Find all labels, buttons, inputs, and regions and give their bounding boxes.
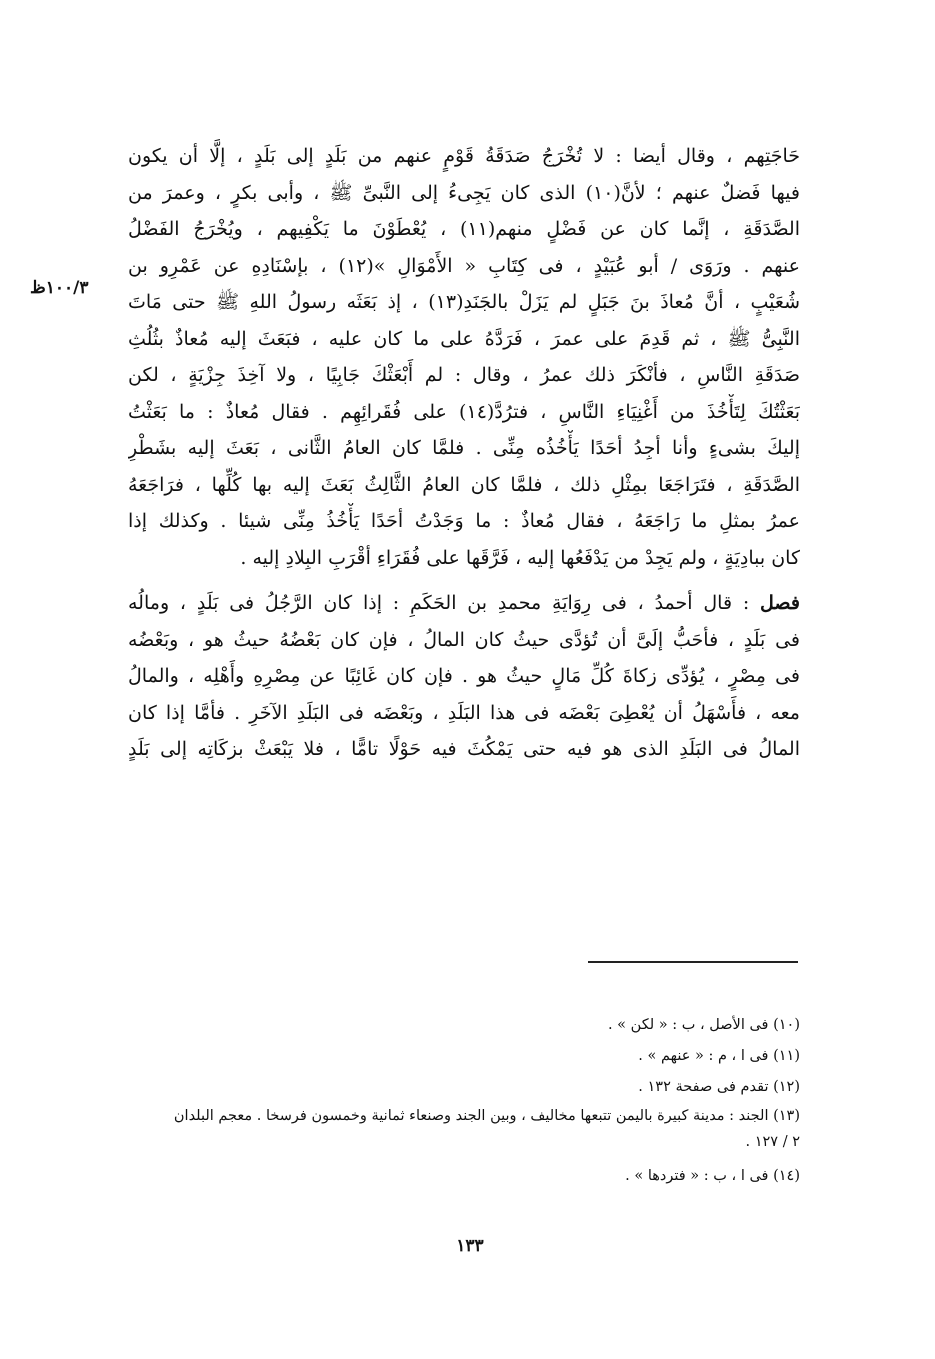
text-line: المالُ فى البَلَدِ الذى هو فيه حتى يَمْكُثَ فيه حَوْلًا تامًّا ، فلا يَبْعَثْ بزكَاتِه إلى بَلَدٍ (128, 738, 800, 760)
text-line (128, 585, 800, 622)
paragraph-1 (128, 138, 800, 576)
text-line: شُعَيْبٍ ، أنَّ مُعاذَ بنَ جَبَلٍ لم يَزَلْ بالجَنَدِ(١٣) ، إذ بَعَثَه رسولُ اللهِ ﷺ حتى مَاتَ (128, 291, 800, 313)
footnote-12: (١٢) تقدم فى صفحة ١٣٢ . (638, 1079, 800, 1095)
manuscript-folio-note: ١٠٠/٣ظ (30, 278, 89, 298)
footnote-13-continued: ٢ / ١٢٧ . (745, 1134, 800, 1150)
text-line: النَّبِىُّ ﷺ ، ثم قَدِمَ على عمرَ ، فَرَدَّهُ على ما كان عليه ، فبَعَثَ إليه مُعاذٌ بثُلُثِ (128, 327, 800, 350)
footnote-13: (١٣) الجند : مدينة كبيرة باليمن تتبعها مخاليف ، وبين الجند وصنعاء ثمانية وخمسون فرسخا . معجم البلدان (173, 1108, 800, 1124)
footnotes (128, 1010, 800, 1192)
text-line: عنهم . ورَوَى / أبو عُبَيْدٍ ، فى كِتَابِ « الأَمْوَالِ »(١٢) ، بإسْنَادِهِ عن عَمْرِو بن (128, 254, 800, 277)
text-line: عمرُ بمثلِ ما رَاجَعَهُ ، فقال مُعاذٌ : ما وَجَدْتُ أحَدًا يَأْخُذُ مِنِّى شيئا . وكذلك إذا (128, 510, 800, 532)
text-line: فى بَلَدٍ ، فأحَبُّ إلَىَّ أن تُؤدَّى حيثُ كان المالُ ، فإن كان بَعْضُهُ حيثُ هو ، وبَعْضُه (128, 628, 800, 651)
text-line: حَاجَتِهم ، وقال أيضا : لا تُخْرَجُ صَدَقَةُ قَوْمٍ عنهم من بَلَدٍ إلى بَلَدٍ ، إلَّا أن يكون (128, 145, 800, 167)
footnote-10: (١٠) فى الأصل ، ب : « لكن » . (607, 1017, 800, 1033)
text-line: فى مِصْرٍ ، يُؤدِّى زكاةَ كُلِّ مَالٍ حيثُ هو . فإن كان غَائِبًا عن مِصْرِهِ وأَهْلِه ، والمالُ (128, 665, 800, 687)
text-line: فيها فَضلٌ عنهم ؛ لأنَّ(١٠) الذى كان يَجِىءُ إلى النَّبىِّ ﷺ ، وأبى بكرٍ ، وعمرَ من (128, 181, 800, 204)
text-line: الصَّدَقَةِ ، إنَّما كان عن فَضْلٍ منهم(١١) ، يُعْطَوْنَ ما يَكْفِيهم ، ويُخْرَجُ الفَضْلُ (128, 218, 800, 240)
section-heading: فصل (760, 592, 800, 614)
page-number: ١٣٣ (456, 1236, 484, 1256)
footnote-14: (١٤) فى ا ، ب : « فتردها » . (625, 1168, 800, 1184)
paragraph-2 (128, 585, 800, 768)
text-line: الصَّدَقَةِ ، فتَرَاجَعَا بمِثْلِ ذلك ، فلمَّا كان العامُ الثَّالِثُ بَعَثَ إليه بها كُلِّها ، فرَاجَعَهُ (128, 473, 800, 496)
main-text (128, 138, 800, 768)
text-line: معه ، فأَسْهَلُ أن يُعْطِىَ بَعْضَه فى هذا البَلَدِ ، وبَعْضَه فى البَلَدِ الآخَرِ . فأمَّا إذا كان (128, 701, 800, 724)
text-line: كان ببادِيَةٍ ، ولم يَجِدْ من يَدْفَعُها إليه ، فَرَّقَها على فُقَرَاءِ أقْرَبِ البِلادِ إليه . (240, 546, 800, 569)
text-line: إليكَ بشىءٍ وأنا أجِدُ أحَدًا يَأْخُذُه مِنِّى . فلمَّا كان العامُ الثَّانى ، بَعَثَ إليه بشَطْرِ (128, 437, 800, 459)
footnote-11: (١١) فى ا ، م : « عنهم » . (638, 1048, 800, 1064)
footnote-separator (588, 961, 798, 963)
text-line: صَدَقَةِ النَّاسِ ، فأنْكَرَ ذلك عمرُ ، وقال : لم أَبْعَثْكَ جَابِيًا ، ولا آخِذَ جِزْيَةٍ ، لكن (128, 364, 800, 386)
text-line-rest: : قال أحمدُ ، فى رِوَايَةِ محمدِ بن الحَكَمِ : إذا كان الرَّجُلُ فى بَلَدٍ ، ومالُه (128, 592, 750, 614)
text-line: بَعَثْتُكَ لِتَأْخُذَ من أَغْنِيَاءِ النَّاسِ ، فترُدَّ(١٤) على فُقَرائِهِم . فقال مُعاذٌ : ما بَعَثْتُ (128, 400, 800, 423)
